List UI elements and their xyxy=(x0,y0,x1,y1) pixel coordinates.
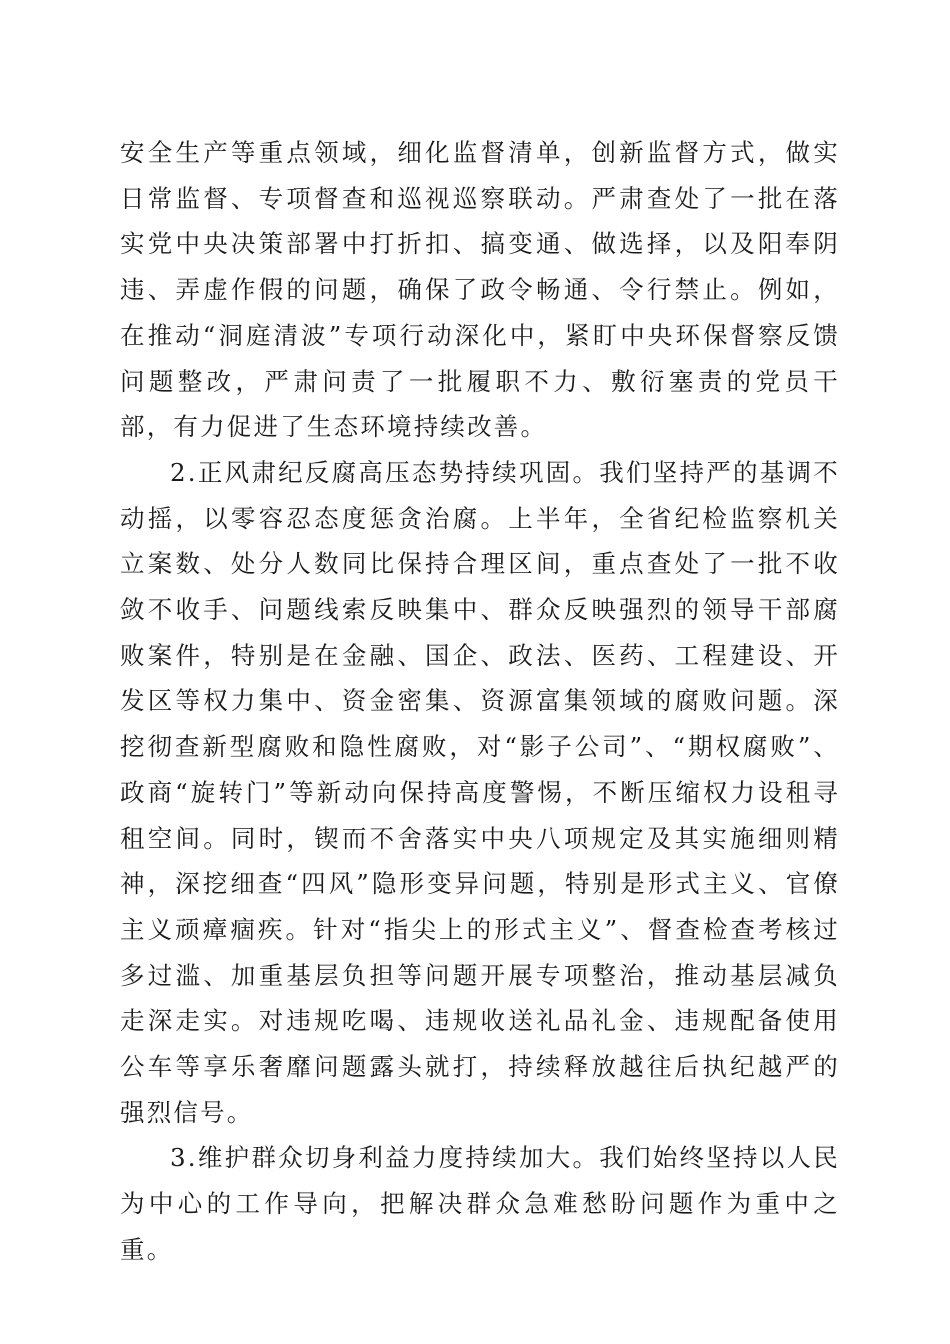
paragraph-2: 2.正风肃纪反腐高压态势持续巩固。我们坚持严的基调不动摇，以零容忍态度惩贪治腐。上半年，全省纪检监察机关立案数、处分人数同比保持合理区间，重点查处了一批不收敛不收手、问题线索反映集中、群众反映强烈的领导干部腐败案件，特别是在金融、国企、政法、医药、工程建设、开发区等权力集中、资金密集、资源富集领域的腐败问题。深挖彻查新型腐败和隐性腐败，对“影子公司”、“期权腐败”、政商“旋转门”等新动向保持高度警惕，不断压缩权力设租寻租空间。同时，锲而不舍落实中央八项规定及其实施细则精神，深挖细查“四风”隐形变异问题，特别是形式主义、官僚主义顽瘴痼疾。针对“指尖上的形式主义”、督查检查考核过多过滥、加重基层负担等问题开展专项整治，推动基层减负走深走实。对违规吃喝、违规收送礼品礼金、违规配备使用公车等享乐奢靡问题露头就打，持续释放越往后执纪越严的强烈信号。 xyxy=(120,457,840,1127)
paragraph-3: 3.维护群众切身利益力度持续加大。我们始终坚持以人民为中心的工作导向，把解决群众急难愁盼问题作为重中之重。 xyxy=(120,1143,840,1264)
document-body xyxy=(120,130,840,1273)
paragraph-1: 安全生产等重点领域，细化监督清单，创新监督方式，做实日常监督、专项督查和巡视巡察联动。严肃查处了一批在落实党中央决策部署中打折扣、搞变通、做选择，以及阳奉阴违、弄虚作假的问题，确保了政令畅通、令行禁止。例如，在推动“洞庭清波”专项行动深化中，紧盯中央环保督察反馈问题整改，严肃问责了一批履职不力、敷衍塞责的党员干部，有力促进了生态环境持续改善。 xyxy=(120,138,840,442)
